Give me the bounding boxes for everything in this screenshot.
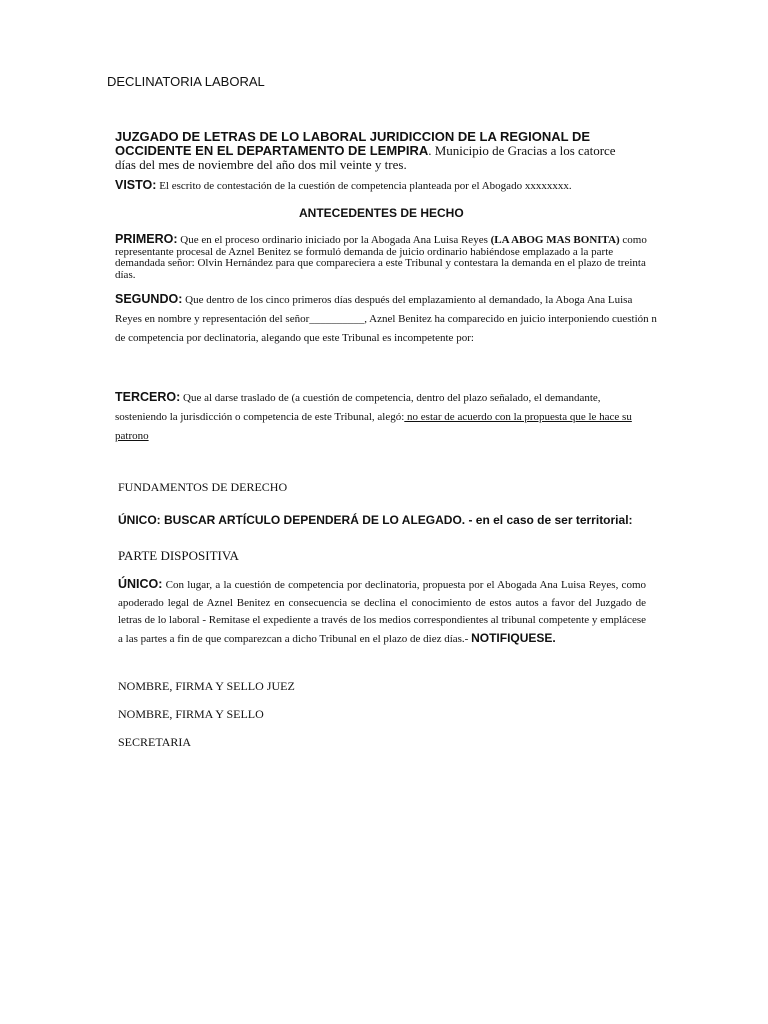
- court-header: [115, 130, 635, 172]
- primero-text-b: como representante procesal de Aznel Benitez se formuló demanda de juicio ordinario habiéndose emplazado a la parte demandada señor: Olvin Hernández para que compareciera a este Tribunal y contestara la demanda en el plazo de treinta días.: [115, 234, 647, 281]
- primero-text-a: Que en el proceso ordinario iniciado por la Abogada Ana Luisa Reyes: [177, 234, 491, 246]
- parte-dispositiva-heading: PARTE DISPOSITIVA: [118, 548, 239, 563]
- visto-paragraph: [115, 178, 660, 193]
- unico-dispositivo-text: Con lugar, a la cuestión de competencia por declinatoria, propuesta por el Abogada Ana Luisa Reyes, como apoderado legal de Aznel Benitez en consecuencia se declina el conocimiento de estos autos a favor del Juzgado de letras de lo laboral - Remitase el expediente a través de los medios correspondientes al tribunal competente y emplácese a las partes a fin de que comparezcan a dicho Tribunal en el plazo de diez días.-: [118, 579, 646, 645]
- tercero-paragraph: [115, 388, 635, 446]
- visto-text: El escrito de contestación de la cuestión de competencia planteada por el Abogado xxxxxxxx.: [156, 180, 572, 192]
- court-name: JUZGADO DE LETRAS DE LO LABORAL JURIDICCION DE LA REGIONAL DE OCCIDENTE EN EL DEPARTAMENTO DE LEMPIRA: [115, 129, 591, 158]
- header-date: . Municipio de Gracias a los catorce días del mes de noviembre del año dos mil veinte y tres.: [115, 143, 616, 172]
- segundo-label: SEGUNDO:: [115, 292, 183, 306]
- unico-dispositivo-paragraph: [118, 576, 646, 648]
- primero-bold-note: (LA ABOG MAS BONITA): [490, 234, 620, 246]
- tercero-text: Que al darse traslado de (a cuestión de competencia, dentro del plazo señalado, el demandante, sosteniendo la jurisdicción o competencia de este Tribunal, alegó:: [115, 392, 601, 423]
- unico-fundamento: [118, 513, 633, 527]
- signature-judge: NOMBRE, FIRMA Y SELLO JUEZ: [118, 679, 295, 693]
- unico-fundamento-rest: - en el caso de ser territorial:: [465, 513, 633, 527]
- fundamentos-heading: FUNDAMENTOS DE DERECHO: [118, 480, 288, 494]
- primero-paragraph: [115, 234, 660, 281]
- segundo-text: Que dentro de los cinco primeros días después del emplazamiento al demandado, la Aboga Ana Luisa Reyes en nombre y representación del señor__________, Aznel Benitez ha comparecido en juicio interponiendo cuestión n de competencia por declinatoria, alegando que este Tribunal es incompetente por:: [115, 294, 657, 344]
- antecedentes-heading: ANTECEDENTES DE HECHO: [299, 206, 464, 220]
- unico-fundamento-bold: ÚNICO: BUSCAR ARTÍCULO DEPENDERÁ DE LO ALEGADO.: [118, 513, 466, 527]
- tercero-label: TERCERO:: [115, 390, 181, 404]
- unico-dispositivo-label: ÚNICO:: [118, 577, 163, 591]
- signature-secretary-name: NOMBRE, FIRMA Y SELLO: [118, 707, 264, 721]
- tercero-underlined: no estar de acuerdo con la propuesta que le hace su patrono: [115, 411, 632, 442]
- segundo-paragraph: [115, 290, 660, 348]
- document-title: DECLINATORIA LABORAL: [107, 74, 265, 89]
- signature-secretary-role: SECRETARIA: [118, 735, 192, 749]
- visto-label: VISTO:: [115, 178, 157, 192]
- primero-label: PRIMERO:: [115, 232, 178, 246]
- notifiquese: NOTIFIQUESE.: [471, 630, 556, 645]
